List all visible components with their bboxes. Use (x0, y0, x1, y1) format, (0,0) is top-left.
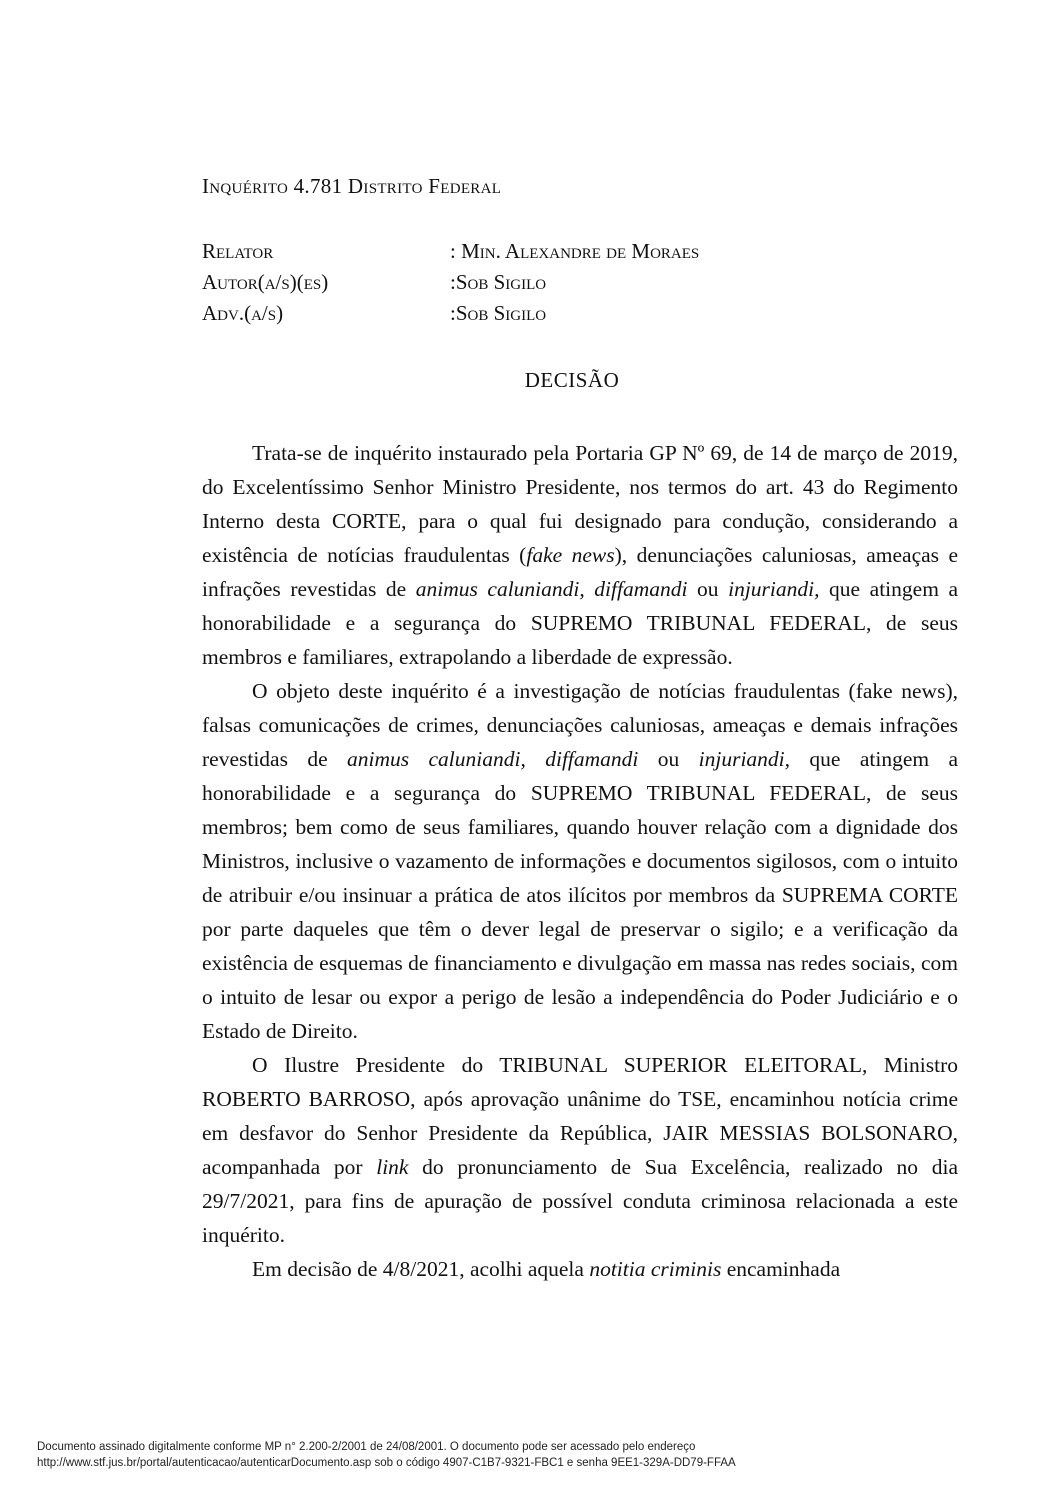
italic-text: link (376, 1155, 409, 1179)
decision-body (202, 436, 958, 1286)
italic-text: fake news (526, 543, 615, 567)
body-paragraph (202, 674, 958, 1048)
paragraph-text: do pronunciamento de Sua Excelência, realizado no dia 29/7/2021, para fins de apuração de possível conduta criminosa relacionada a este inquérito. (202, 1155, 958, 1247)
paragraph-text: Em decisão de 4/8/2021, acolhi aquela (252, 1257, 590, 1281)
italic-text: notitia criminis (589, 1257, 722, 1281)
italic-text: injuriandi, (698, 747, 791, 771)
meta-label: Autor(a/s)(es) (202, 270, 329, 294)
meta-label: Adv.(a/s) (202, 301, 284, 325)
italic-text: animus caluniandi, diffamandi (415, 577, 688, 601)
paragraph-text: ou (687, 577, 729, 601)
meta-label: Relator (202, 239, 274, 263)
paragraph-text: que atingem a honorabilidade e a segurança do SUPREMO TRIBUNAL FEDERAL, de seus membros e familiares, extrapolando a liberdade de expressão. (202, 577, 959, 669)
body-paragraph (202, 1252, 958, 1286)
footer-line-1: Documento assinado digitalmente conforme MP n° 2.200-2/2001 de 24/08/2001. O documento pode ser acessado pelo endereço (37, 1441, 696, 1453)
footer-line-2: http://www.stf.jus.br/portal/autenticacao/autenticarDocumento.asp sob o código 4907-C1B7-9321-FBC1 e senha 9EE1-329A-DD79-FFAA (37, 1457, 736, 1469)
paragraph-text: O Ilustre Presidente do TRIBUNAL SUPERIOR ELEITORAL, Ministro ROBERTO BARROSO, após aprovação unânime do TSE, encaminhou notícia crime em desfavor do Senhor Presidente da República, JAIR MESSIAS BOLSONARO, acompanhada por (202, 1053, 958, 1179)
meta-value: : Min. Alexandre de Moraes (450, 239, 700, 263)
case-title: Inquérito 4.781 Distrito Federal (202, 174, 502, 198)
meta-row-advogado (202, 298, 699, 329)
meta-row-relator (202, 236, 699, 267)
paragraph-text: Trata-se de inquérito instaurado pela Portaria GP Nº 69, de 14 de março de 2019, do Excelentíssimo Senhor Ministro Presidente, nos termos do art. 43 do Regimento Interno desta CORTE, para o qual fui designado para condução, considerando a existência de notícias fraudulentas ( (202, 441, 958, 567)
italic-text: animus caluniandi, diffamandi (347, 747, 639, 771)
digital-signature-footer (37, 1439, 736, 1471)
meta-value: :Sob Sigilo (450, 270, 547, 294)
paragraph-text: ou (638, 747, 699, 771)
case-metadata (202, 236, 699, 329)
body-paragraph (202, 436, 958, 674)
paragraph-text: que atingem a honorabilidade e a segurança do SUPREMO TRIBUNAL FEDERAL, de seus membros; bem como de seus familiares, quando houver relação com a dignidade dos Ministros, inclusive o vazamento de informações e documentos sigilosos, com o intuito de atribuir e/ou insinuar a prática de atos ilícitos por membros da SUPREMA CORTE por parte daqueles que têm o dever legal de preservar o sigilo; e a verificação da existência de esquemas de financiamento e divulgação em massa nas redes sociais, com o intuito de lesar ou expor a perigo de lesão a independência do Poder Judiciário e o Estado de Direito. (202, 747, 958, 1043)
meta-row-autor (202, 267, 699, 298)
body-paragraph (202, 1048, 958, 1252)
paragraph-text: encaminhada (721, 1257, 841, 1281)
decision-heading: DECISÃO (524, 368, 620, 392)
paragraph-text: ), denunciações caluniosas, ameaças e infrações revestidas de (202, 543, 959, 601)
meta-value: :Sob Sigilo (450, 301, 547, 325)
paragraph-text: O objeto deste inquérito é a investigação de notícias fraudulentas (fake news), falsas comunicações de crimes, denunciações caluniosas, ameaças e demais infrações revestidas de (202, 679, 958, 771)
italic-text: injuriandi, (728, 577, 820, 601)
